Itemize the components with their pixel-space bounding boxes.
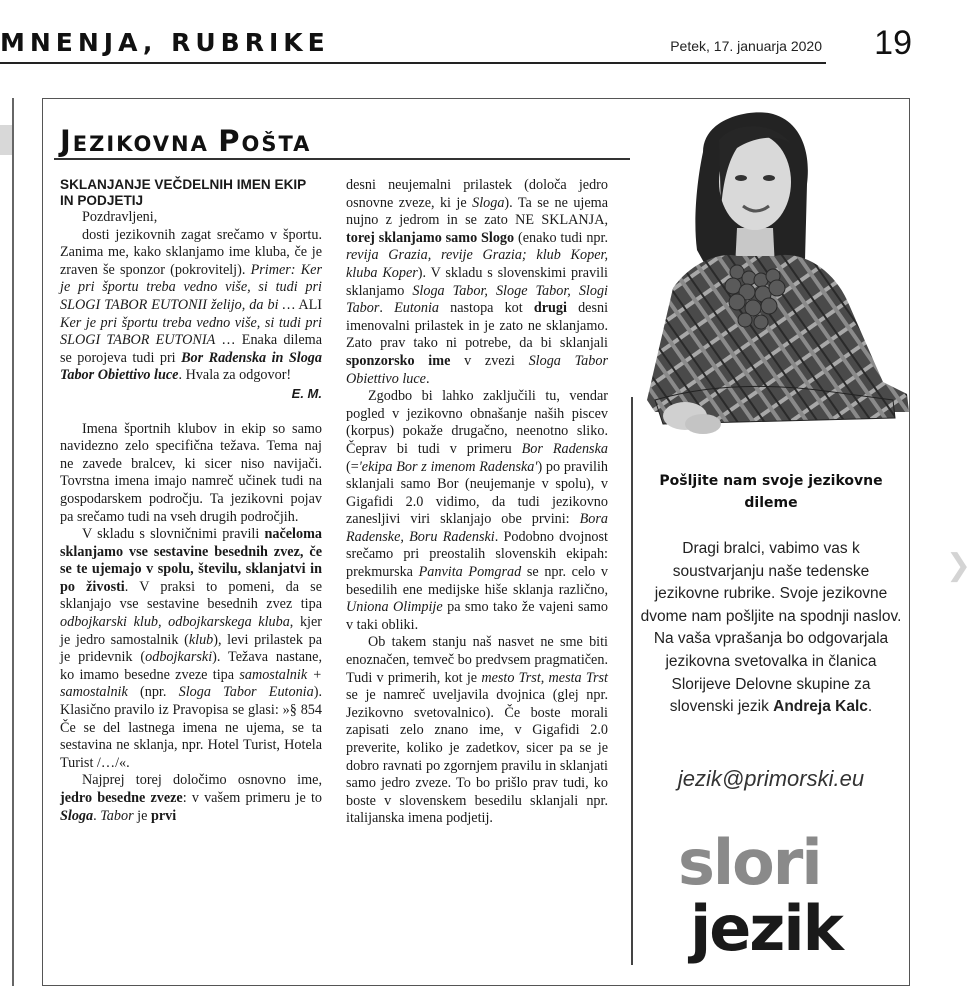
answer-paragraph: Ob takem stanju naš nasvet ne sme biti enoznačen, temveč bo predvsem pragmatičen. Tudi v primerih, kot je mesto Trst, mesta Trst se je namreč uveljavila dvojnica (glej npr. Jezikovno svetovalnico). Če boste morali zapisati zelo znano ime, v Gigafidi 2.0 preverite, koliko je zadetkov, sicer pa se je dobro ravnati po zgornjem pravilu in sklanjati samo jedro zveze. To bo prišlo prav tudi, ko boste v slovenskem besedilu sklanjali npr. italijanska imena podjetij.: [346, 634, 608, 827]
logo-text-slori: slori: [678, 826, 821, 899]
answer-paragraph: Najprej torej določimo osnovno ime, jedro besedne zveze: v vašem primeru je to Sloga. Tabor je prvi: [60, 772, 322, 824]
letter-body: dosti jezikovnih zagat srečamo v športu. Zanima me, kako sklanjamo ime kluba, če je zraven še sponzor (pokrovitelj). Primer: Ker je pri športu treba vedno više, si tudi pri SLOGI TABOR EUTONII želijo, da bi … ALI Ker je pri športu treba vedno više, si tudi pri SLOGI TABOR EUTONIA … Enaka dilema se porojeva tudi pri Bor Radenska in Sloga Tabor Obiettivo luce. Hvala za odgovor!: [60, 226, 322, 384]
article-column-middle: [346, 177, 608, 828]
sidebar-rule: [631, 397, 633, 965]
column-title: JEZIKOVNA POŠTA: [60, 124, 312, 158]
header-rule: [0, 62, 826, 64]
letter-signature: E. M.: [291, 385, 322, 401]
author-name: Andreja Kalc: [773, 698, 868, 716]
chevron-right-icon[interactable]: ❯: [946, 548, 971, 583]
letter-heading: SKLANJANJE VEČDELNIH IMEN EKIP IN PODJETIJ: [60, 177, 306, 208]
sidebar-heading: Pošljite nam svoje jezikovne dileme: [659, 473, 883, 511]
issue-date: Petek, 17. januarja 2020: [670, 38, 822, 54]
letter-greeting: Pozdravljeni,: [82, 209, 158, 225]
page-number: 19: [874, 24, 912, 62]
title-rule: [54, 158, 630, 160]
logo-text-jezik: jezik: [690, 892, 842, 965]
contact-email[interactable]: jezik@primorski.eu: [677, 766, 865, 791]
answer-paragraph: Zgodbo bi lahko zaključili tu, vendar pogled v jezikovno obnašanje naših piscev (korpus) pokaže drugačno, neenotno sliko. Čeprav bi tudi v primeru Bor Radenska (='ekipa Bor z imenom Radenska') po pravilih sklanjali samo Bor (neujemanje v spolu), v Gigafidi 2.0 vidimo, da tudi jezikovno zanesljivi viri sklanjajo obe prvini: Bora Radenske, Boru Radenski. Podobno dvojnost srečamo pri preostalih slovenskih ekipah: prekmurska Panvita Pomgrad se npr. celo v besedilih ene medijske hiše sklanja različno, Uniona Olimpije pa smo tako že vajeni samo v taki obliki.: [346, 388, 609, 633]
section-title: MNENJA, RUBRIKE: [0, 28, 330, 57]
answer-paragraph: V skladu s slovničnimi pravili načeloma sklanjamo vse sestavine besednih zvez, če se te ujemajo v spolu, številu, sklanjatvi in po živosti. V praksi to pomeni, da se sklanjajo vse sestavine besednih zvez tipa odbojkarski klub, odbojkarskega kluba, kjer je jedro samostalnik (klub), levi prilastek pa je pridevnik (odbojkarski). Težava nastane, ko imamo besedne zveze tipa samostalnik + samostalnik (npr. Sloga Tabor Eutonia). Klasično pravilo iz Pravopisa se glasi: »§ 854 Če se del lastnega imena ne ujema, se ta sestavina ne sklanja, npr. Hotel Turist, Hotela Turist /…/«.: [60, 526, 323, 771]
sidebar-body: Dragi bralci, vabimo vas k soustvarjanju naše tedenske jezikovne rubrike. Svoje jezikovne dvome nam pošljite na spodnji naslov. Na vaša vprašanja bo odgovarjala jezikovna svetovalka in članica Slorijeve Delovne skupine za slovenski jezik Andreja Kalc.: [640, 540, 902, 716]
answer-paragraph: Imena športnih klubov in ekip so samo navidezno zelo specifična težava. Tema naj ne zavede bralcev, ki sicer niso navijači. Tovrstna imena imajo namreč učinek tudi na gospodarskem področju. Ta jezikovni pojav pa srečamo tudi na vseh drugih področjih.: [60, 420, 322, 525]
article-column-left: [60, 177, 322, 825]
answer-paragraph: desni neujemalni prilastek (določa jedro osnovne zveze, ki je Sloga). Ta se ne ujema nujno z jedrom in se zato NE SKLANJA, torej sklanjamo samo Slogo (enako tudi npr. revija Grazia, revije Grazia; klub Koper, kluba Koper). V skladu s slovenskimi pravili sklanjamo Sloga Tabor, Sloge Tabor, Slogi Tabor. Eutonia nastopa kot drugi desni imenovalni prilastek in je zato ne sklanjamo. Zato prav tako ni potrebe, da bi sklanjali sponzorsko ime v zvezi Sloga Tabor Obiettivo luce.: [346, 177, 609, 387]
author-photo: [633, 100, 909, 460]
previous-page-strip: [0, 125, 12, 155]
previous-page-edge: [12, 98, 14, 986]
slori-jezik-logo: [672, 826, 872, 965]
